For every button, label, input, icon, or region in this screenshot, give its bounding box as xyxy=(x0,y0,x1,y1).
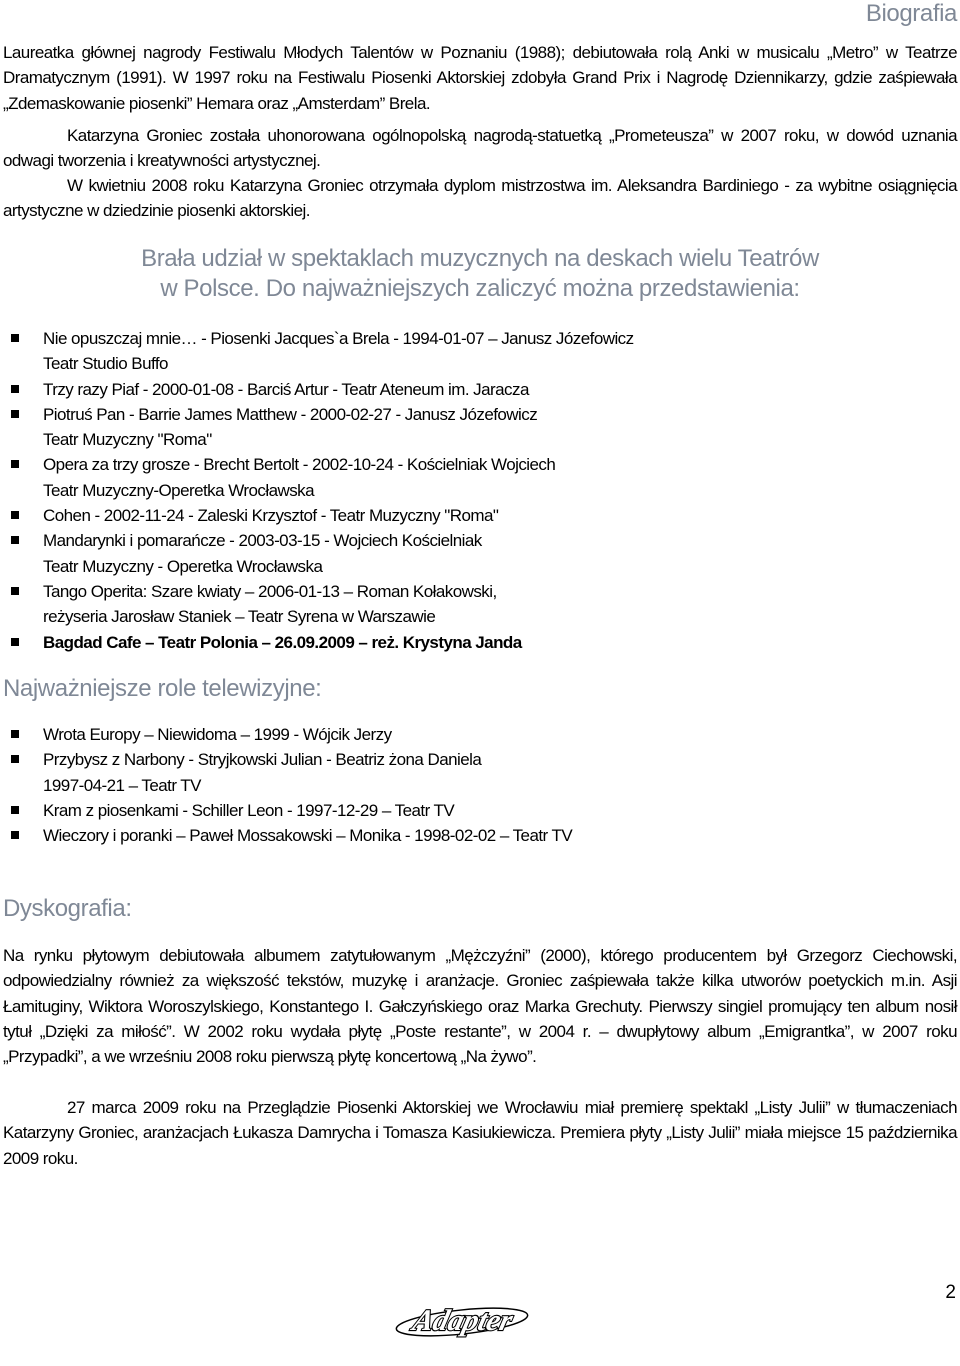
tv-heading: Najważniejsze role telewizyjne: xyxy=(3,675,322,702)
list-item: Mandarynki i pomarańcze - 2003-03-15 - Wojciech Kościelniak Teatr Muzyczny - Operetka Wrocławska xyxy=(3,528,957,579)
svg-text:Adapter: Adapter xyxy=(409,1303,517,1337)
bullet-square-icon xyxy=(11,806,19,814)
bio-paragraph-1: Laureatka głównej nagrody Festiwalu Młodych Talentów w Poznaniu (1988); debiutowała rolą Anki w musicalu „Metro” w Teatrze Dramatycznym (1991). W 1997 roku na Festiwalu Piosenki Aktorskiej zdobyła Grand Prix i Nagrodę Dziennikarzy, gdzie zaśpiewała „Zdemaskowanie piosenki” Hemara oraz „Amsterdam” Brela. xyxy=(3,43,957,113)
bullet-square-icon xyxy=(11,385,19,393)
theatre-heading-line-2: w Polsce. Do najważniejszych zaliczyć można przedstawienia: xyxy=(160,275,800,302)
list-item: Kram z piosenkami - Schiller Leon - 1997-12-29 – Teatr TV xyxy=(3,798,957,823)
list-item: Cohen - 2002-11-24 - Zaleski Krzysztof - Teatr Muzyczny "Roma" xyxy=(3,503,957,528)
list-item: Wieczory i poranki – Paweł Mossakowski – Monika - 1998-02-02 – Teatr TV xyxy=(3,823,957,848)
bio-paragraph-2: Katarzyna Groniec została uhonorowana ogólnopolską nagrodą-statuetką „Prometeusza” w 2007 roku, w dowód uznania odwagi tworzenia i kreatywności artystycznej. xyxy=(3,126,957,171)
bullet-square-icon xyxy=(11,638,19,646)
bullet-square-icon xyxy=(11,334,19,342)
tv-list xyxy=(3,722,957,848)
list-item: Bagdad Cafe – Teatr Polonia – 26.09.2009 – reż. Krystyna Janda xyxy=(3,630,957,655)
list-item: Trzy razy Piaf - 2000-01-08 - Barciś Artur - Teatr Ateneum im. Jaracza xyxy=(3,377,957,402)
list-item: Tango Operita: Szare kwiaty – 2006-01-13 – Roman Kołakowski, reżyseria Jarosław Staniek – Teatr Syrena w Warszawie xyxy=(3,579,957,630)
discography-paragraph-1: Na rynku płytowym debiutowała albumem zatytułowanym „Mężczyźni” (2000), którego producentem był Grzegorz Ciechowski, odpowiedzialny również za większość tekstów, muzykę i aranżacje. Groniec zaśpiewała także kilka utworów poetyckich m.in. Asji Łamituginy, Wiktora Woroszylskiego, Konstantego I. Gałczyńskiego oraz Marka Grechuty. Pierwszy singiel promujący ten album nosił tytuł „Dzięki za miłość”. W 2002 roku wydała płytę „Poste restante”, w 2004 r. – dwupłytowy album „Emigrantka”, w 2007 roku „Przypadki”, a we wrześniu 2008 roku pierwszą płytę koncertową „Na żywo”. xyxy=(3,946,957,1067)
list-item: Piotruś Pan - Barrie James Matthew - 2000-02-27 - Janusz Józefowicz Teatr Muzyczny "Roma" xyxy=(3,402,957,453)
list-item: Przybysz z Narbony - Stryjkowski Julian - Beatriz żona Daniela 1997-04-21 – Teatr TV xyxy=(3,747,957,798)
bio-paragraph-3: W kwietniu 2008 roku Katarzyna Groniec otrzymała dyplom mistrzostwa im. Aleksandra Bardiniego - za wybitne osiągnięcia artystyczne w dziedzinie piosenki aktorskiej. xyxy=(3,176,957,221)
bullet-square-icon xyxy=(11,831,19,839)
discography-paragraph-2: 27 marca 2009 roku na Przeglądzie Piosenki Aktorskiej we Wrocławiu miał premierę spektakl „Listy Julii” w tłumaczeniach Katarzyny Groniec, aranżacjach Łukasza Damrycha i Tomasza Kasiukiewicza. Premiera płyty „Listy Julii” miała miejsce 15 października 2009 roku. xyxy=(3,1098,957,1168)
theatre-list xyxy=(3,326,957,655)
page-number: 2 xyxy=(945,1282,956,1303)
bullet-square-icon xyxy=(11,730,19,738)
bullet-square-icon xyxy=(11,511,19,519)
theatre-heading xyxy=(3,244,957,304)
bullet-square-icon xyxy=(11,755,19,763)
section-title-biografia: Biografia xyxy=(865,0,957,27)
discography-heading: Dyskografia: xyxy=(3,895,132,922)
bullet-square-icon xyxy=(11,536,19,544)
list-item: Wrota Europy – Niewidoma – 1999 - Wójcik Jerzy xyxy=(3,722,957,747)
bullet-square-icon xyxy=(11,410,19,418)
bullet-square-icon xyxy=(11,587,19,595)
adapter-logo-graphic xyxy=(392,1300,532,1340)
bullet-square-icon xyxy=(11,460,19,468)
theatre-heading-line-1: Brała udział w spektaklach muzycznych na deskach wielu Teatrów xyxy=(141,245,819,272)
adapter-logo xyxy=(392,1300,532,1340)
list-item: Nie opuszczaj mnie… - Piosenki Jacques`a Brela - 1994-01-07 – Janusz Józefowicz Teatr Studio Buffo xyxy=(3,326,957,377)
list-item: Opera za trzy grosze - Brecht Bertolt - 2002-10-24 - Kościelniak Wojciech Teatr Muzyczny-Operetka Wrocławska xyxy=(3,452,957,503)
